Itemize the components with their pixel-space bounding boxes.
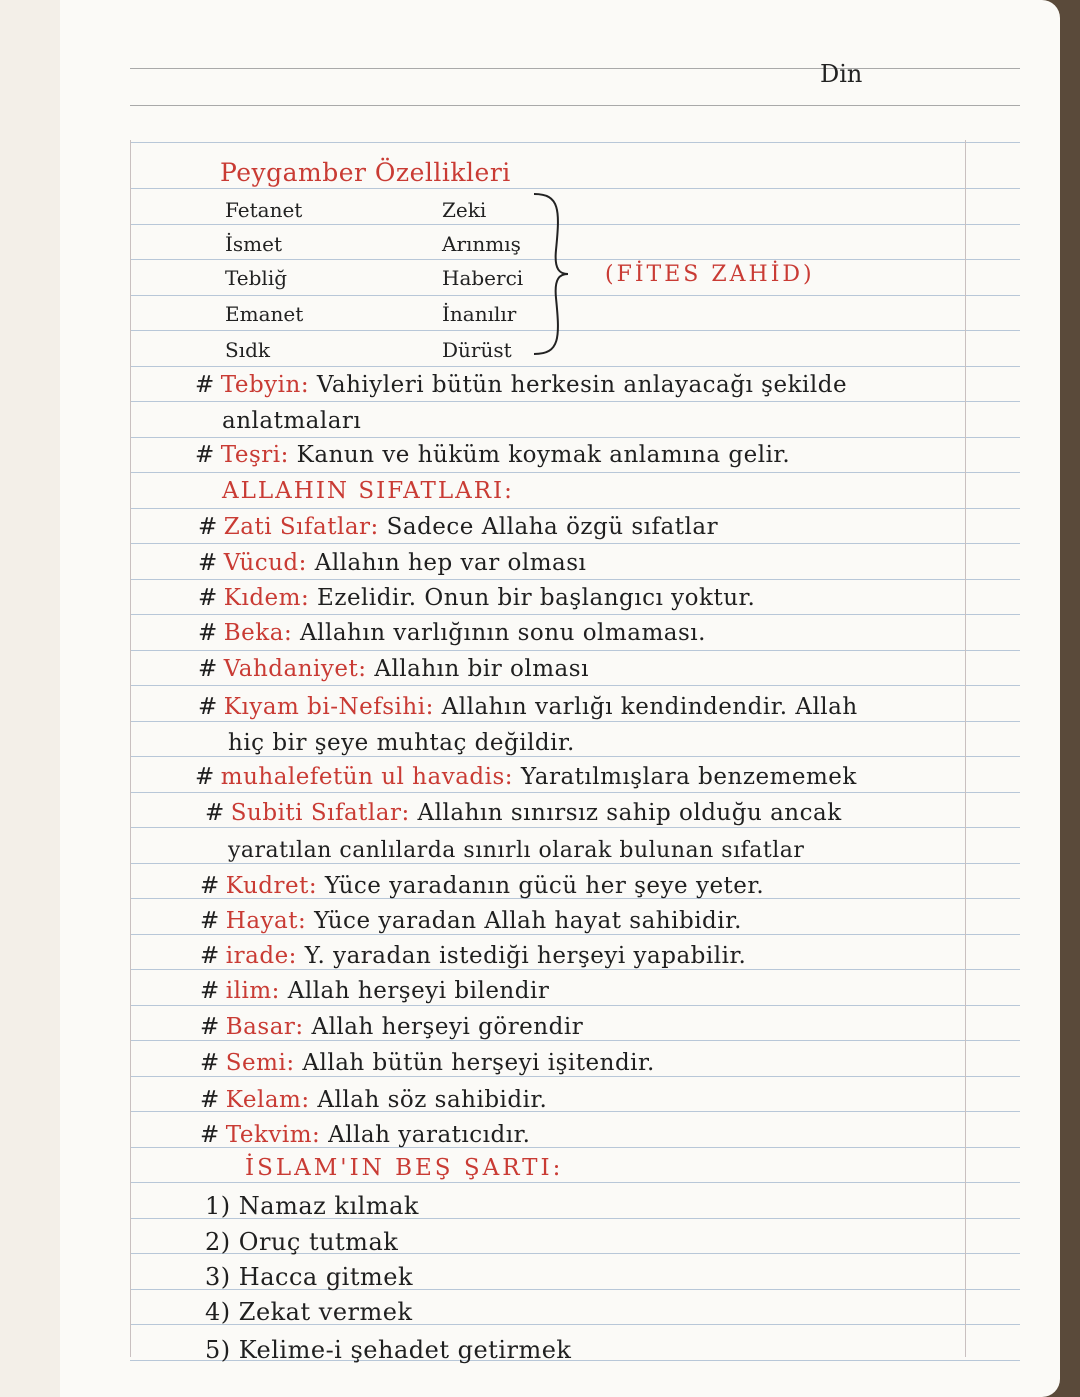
rule-line	[130, 68, 1020, 69]
hash-mark: #	[198, 550, 218, 576]
rule-line	[130, 330, 1020, 331]
muhalefet-term: muhalefetün ul havadis:	[220, 764, 514, 790]
hash-mark: #	[198, 620, 218, 646]
sart-item: 5) Kelime-i şehadet getirmek	[205, 1336, 572, 1364]
term: Kıyam bi-Nefsihi:	[223, 694, 434, 720]
hash-mark: #	[200, 1122, 220, 1148]
hash-mark: #	[198, 514, 218, 540]
definition: Allahın hep var olması	[314, 550, 587, 576]
term: Kudret:	[225, 873, 318, 899]
rule-line	[130, 792, 1020, 793]
rule-line	[130, 105, 1020, 106]
subuti-line: # Subiti Sıfatlar: Allahın sınırsız sahip olduğu ancak	[205, 800, 842, 826]
sifat-item	[198, 585, 755, 611]
definition: Allahın varlığı kendindendir. Allah	[441, 694, 858, 720]
definition: Sadece Allaha özgü sıfatlar	[386, 514, 719, 540]
feature-term: İsmet	[225, 232, 283, 256]
allah-heading: ALLAHIN SIFATLARI:	[222, 478, 514, 504]
hash-mark: #	[198, 656, 218, 682]
feature-term: Fetanet	[225, 198, 303, 222]
rule-line	[130, 650, 1020, 651]
subject-label: Din	[820, 60, 863, 88]
definition: Allah söz sahibidir.	[317, 1087, 548, 1113]
tesri-line: # Teşri: Kanun ve hüküm koymak anlamına gelir.	[195, 442, 791, 468]
rule-line	[130, 721, 1020, 722]
rule-line	[130, 437, 1020, 438]
rule-line	[130, 295, 1020, 296]
muhalefet-text: Yaratılmışlara benzememek	[520, 764, 857, 790]
rule-line	[130, 188, 1020, 189]
definition: Allah yaratıcıdır.	[328, 1122, 531, 1148]
hash-mark: #	[200, 908, 220, 934]
sifat-item	[198, 656, 589, 682]
hash-mark: #	[200, 1014, 220, 1040]
term: Semi:	[225, 1050, 295, 1076]
sifat-item	[198, 620, 706, 646]
definition: Yüce yaradan Allah hayat sahibidir.	[314, 908, 742, 934]
rule-line	[130, 472, 1020, 473]
rule-line	[130, 1040, 1020, 1041]
term: Tekvim:	[225, 1122, 321, 1148]
hash-mark: #	[200, 1050, 220, 1076]
definition: Allah herşeyi bilendir	[287, 978, 550, 1004]
hash-mark: #	[200, 943, 220, 969]
term: Basar:	[225, 1014, 304, 1040]
feature-term: Sıdk	[225, 338, 271, 362]
subuti-item	[200, 908, 742, 934]
feature-meaning: Dürüst	[442, 338, 512, 362]
tesri-term: Teşri:	[220, 442, 289, 468]
rule-line	[130, 756, 1020, 757]
tebyin-cont: anlatmaları	[222, 408, 362, 434]
rule-line	[130, 259, 1020, 260]
hash-mark: #	[198, 585, 218, 611]
rule-line	[130, 1182, 1020, 1183]
margin-line	[130, 140, 131, 1357]
sart-item: 4) Zekat vermek	[205, 1298, 413, 1326]
subuti-item	[200, 943, 746, 969]
subuti-term: Subiti Sıfatlar:	[230, 800, 410, 826]
muhalefet-line: # muhalefetün ul havadis: Yaratılmışlara benzememek	[195, 764, 857, 790]
sifat-item	[198, 550, 586, 576]
rule-line	[130, 579, 1020, 580]
sart-item: 2) Oruç tutmak	[205, 1228, 399, 1256]
sart-item: 3) Hacca gitmek	[205, 1263, 414, 1291]
rule-line	[130, 543, 1020, 544]
definition: Allah herşeyi görendir	[311, 1014, 584, 1040]
rule-line	[130, 827, 1020, 828]
tebyin-text: Vahiyleri bütün herkesin anlayacağı şekilde	[316, 372, 848, 398]
subuti-item	[200, 1122, 530, 1148]
term: Beka:	[223, 620, 293, 646]
feature-meaning: Zeki	[442, 198, 487, 222]
rule-line	[130, 863, 1020, 864]
term: Vücud:	[223, 550, 307, 576]
kiyam-cont: hiç bir şeye muhtaç değildir.	[228, 730, 575, 756]
feature-term: Tebliğ	[225, 266, 288, 290]
subuti-item	[200, 978, 549, 1004]
feature-meaning: Arınmış	[442, 232, 521, 256]
rule-line	[130, 969, 1020, 970]
subuti-item	[200, 1014, 583, 1040]
hash-mark: #	[198, 694, 218, 720]
binding-edge	[0, 0, 60, 1397]
sifat-item	[198, 694, 858, 720]
term: Vahdaniyet:	[223, 656, 367, 682]
definition: Allahın bir olması	[374, 656, 589, 682]
sifat-item	[198, 514, 718, 540]
rule-line	[130, 1076, 1020, 1077]
hash-mark: #	[200, 873, 220, 899]
tebyin-term: Tebyin:	[220, 372, 310, 398]
rule-line	[130, 224, 1020, 225]
right-margin-line	[965, 140, 966, 1357]
hash-mark: #	[200, 978, 220, 1004]
rule-line	[130, 934, 1020, 935]
rule-line	[130, 685, 1020, 686]
definition: Allah bütün herşeyi işitendir.	[302, 1050, 655, 1076]
rule-line	[130, 1005, 1020, 1006]
subuti-item	[200, 873, 764, 899]
rule-line	[130, 366, 1020, 367]
rule-line	[130, 508, 1020, 509]
definition: Ezelidir. Onun bir başlangıcı yoktur.	[317, 585, 756, 611]
term: Kıdem:	[223, 585, 310, 611]
subuti-item	[200, 1050, 655, 1076]
term: ilim:	[225, 978, 280, 1004]
sart-item: 1) Namaz kılmak	[205, 1192, 419, 1220]
subuti-text: Allahın sınırsız sahip olduğu ancak	[417, 800, 842, 826]
term: irade:	[225, 943, 297, 969]
term: Kelam:	[225, 1087, 310, 1113]
subuti-item	[200, 1087, 547, 1113]
definition: Y. yaradan istediği herşeyi yapabilir.	[304, 943, 747, 969]
brace-icon	[530, 190, 570, 358]
term: Hayat:	[225, 908, 307, 934]
islam-heading: İSLAM'IN BEŞ ŞARTI:	[245, 1155, 564, 1181]
definition: Allahın varlığının sonu olmaması.	[300, 620, 706, 646]
tebyin-line: # Tebyin: Vahiyleri bütün herkesin anlayacağı şekilde	[195, 372, 848, 398]
feature-meaning: Haberci	[442, 266, 524, 290]
rule-line	[130, 401, 1020, 402]
tesri-text: Kanun ve hüküm koymak anlamına gelir.	[296, 442, 791, 468]
hash-mark: #	[200, 1087, 220, 1113]
definition: Yüce yaradanın gücü her şeye yeter.	[324, 873, 765, 899]
rule-line	[130, 614, 1020, 615]
subuti-cont: yaratılan canlılarda sınırlı olarak bulunan sıfatlar	[228, 838, 805, 863]
page-title: Peygamber Özellikleri	[220, 158, 511, 187]
term: Zati Sıfatlar:	[223, 514, 379, 540]
rule-line	[130, 142, 1020, 143]
mnemonic: (FİTES ZAHİD)	[605, 262, 815, 287]
feature-meaning: İnanılır	[442, 302, 517, 326]
feature-term: Emanet	[225, 302, 304, 326]
